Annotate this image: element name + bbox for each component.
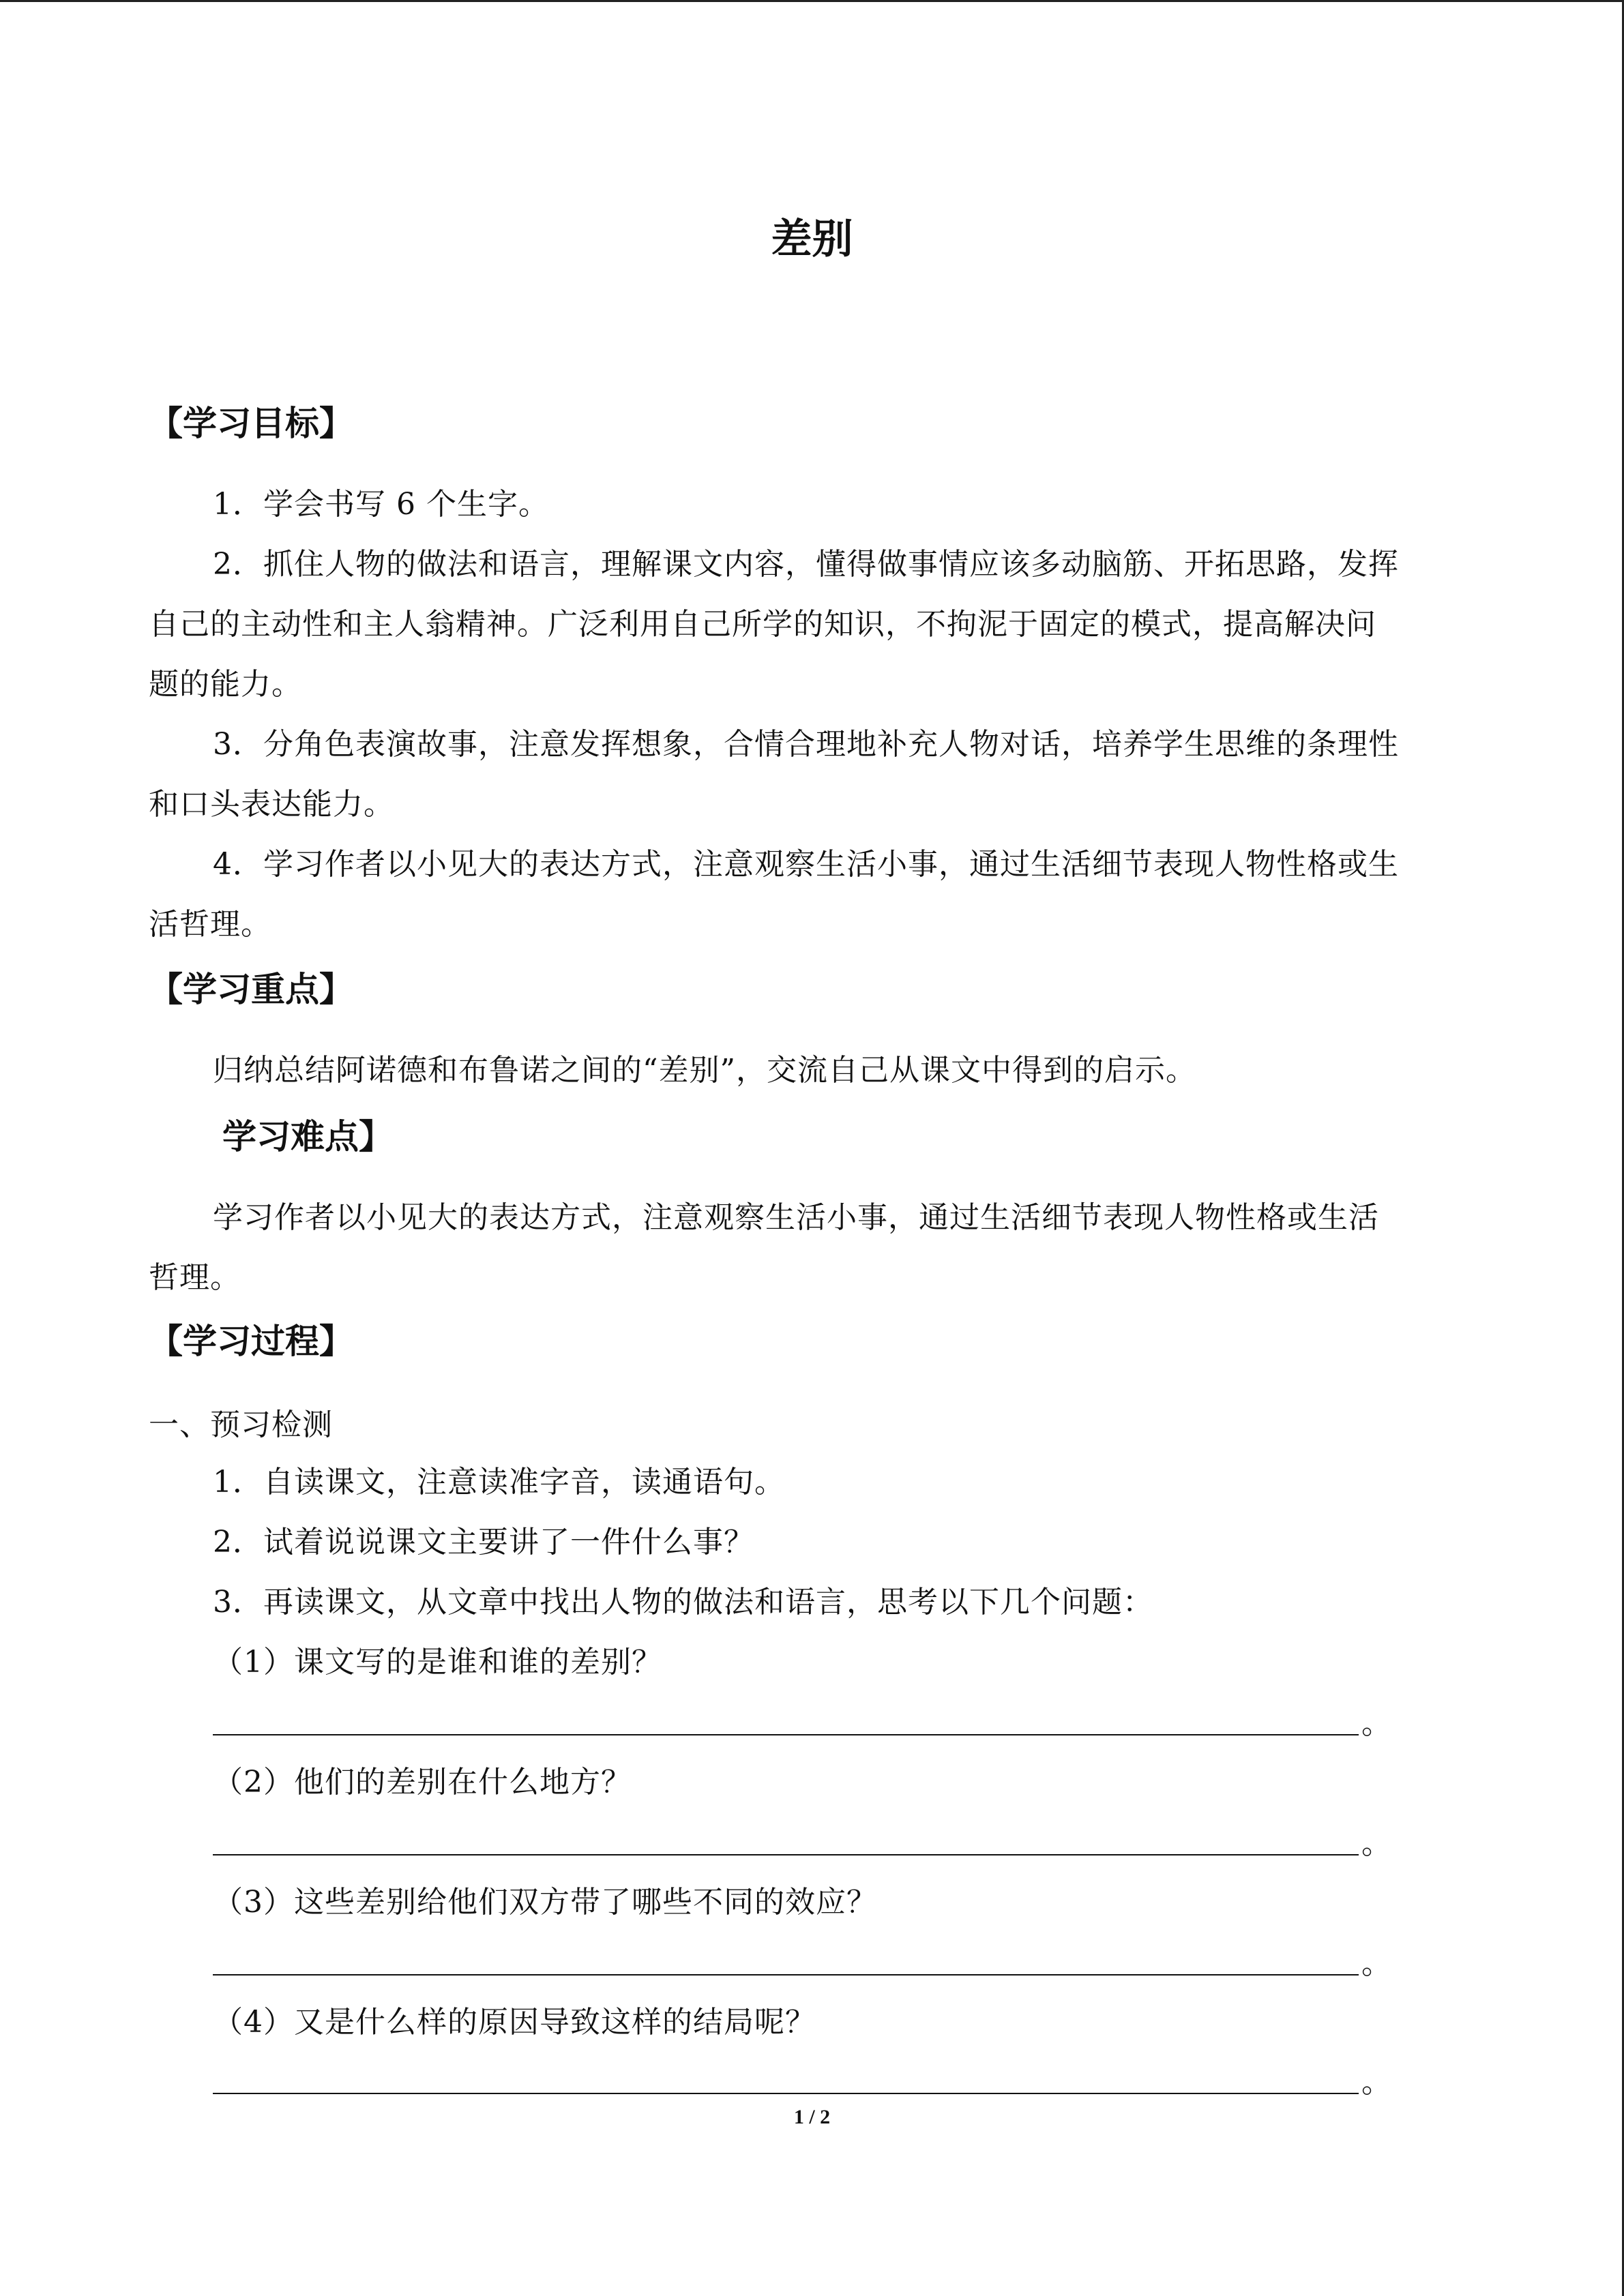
goal-line: 题的能力。 xyxy=(149,667,302,702)
goal-line: 4．学习作者以小见大的表达方式，注意观察生活小事，通过生活细节表现人物性格或生 xyxy=(213,847,1399,882)
answer-blank[interactable] xyxy=(213,1974,1359,1976)
document-title: 差别 xyxy=(771,215,853,263)
process-item: 3．再读课文，从文章中找出人物的做法和语言，思考以下几个问题： xyxy=(213,1585,1153,1620)
answer-blank[interactable] xyxy=(213,2093,1359,2094)
answer-period: 。 xyxy=(1361,1946,1391,1981)
goal-line: 和口头表达能力。 xyxy=(149,787,394,822)
question-text: （2）他们的差别在什么地方？ xyxy=(213,1765,632,1800)
goal-line: 3．分角色表演故事，注意发挥想象，合情合理地补充人物对话，培养学生思维的条理性 xyxy=(213,727,1399,762)
answer-blank[interactable] xyxy=(213,1734,1359,1735)
focus-heading: 【学习重点】 xyxy=(149,970,353,1009)
focus-text: 归纳总结阿诺德和布鲁诺之间的“差别”，交流自己从课文中得到的启示。 xyxy=(213,1053,1196,1088)
answer-period: 。 xyxy=(1361,1826,1391,1861)
goal-line: 2．抓住人物的做法和语言，理解课文内容，懂得做事情应该多动脑筋、开拓思路，发挥 xyxy=(213,547,1399,582)
answer-blank[interactable] xyxy=(213,1854,1359,1855)
goals-heading: 【学习目标】 xyxy=(149,404,353,443)
page-number: 1 / 2 xyxy=(793,2106,831,2128)
answer-period: 。 xyxy=(1361,1706,1391,1741)
difficulty-heading: 学习难点】 xyxy=(222,1117,393,1157)
process-item: 1．自读课文，注意读准字音，读通语句。 xyxy=(213,1465,785,1500)
question-text: （4）又是什么样的原因导致这样的结局呢？ xyxy=(213,2005,816,2040)
process-subheading: 一、预习检测 xyxy=(149,1407,333,1442)
question-text: （3）这些差别给他们双方带了哪些不同的效应？ xyxy=(213,1885,877,1920)
answer-period: 。 xyxy=(1361,2065,1391,2100)
goal-line: 活哲理。 xyxy=(149,907,271,942)
process-item: 2．试着说说课文主要讲了一件什么事？ xyxy=(213,1525,754,1560)
process-heading: 【学习过程】 xyxy=(149,1322,353,1361)
question-text: （1）课文写的是谁和谁的差别？ xyxy=(213,1645,662,1680)
goal-line: 1．学会书写 6 个生字。 xyxy=(213,487,549,522)
goal-line: 自己的主动性和主人翁精神。广泛利用自己所学的知识，不拘泥于固定的模式，提高解决问 xyxy=(149,607,1376,642)
difficulty-line: 学习作者以小见大的表达方式，注意观察生活小事，通过生活细节表现人物性格或生活 xyxy=(213,1200,1379,1235)
difficulty-line: 哲理。 xyxy=(149,1260,241,1295)
